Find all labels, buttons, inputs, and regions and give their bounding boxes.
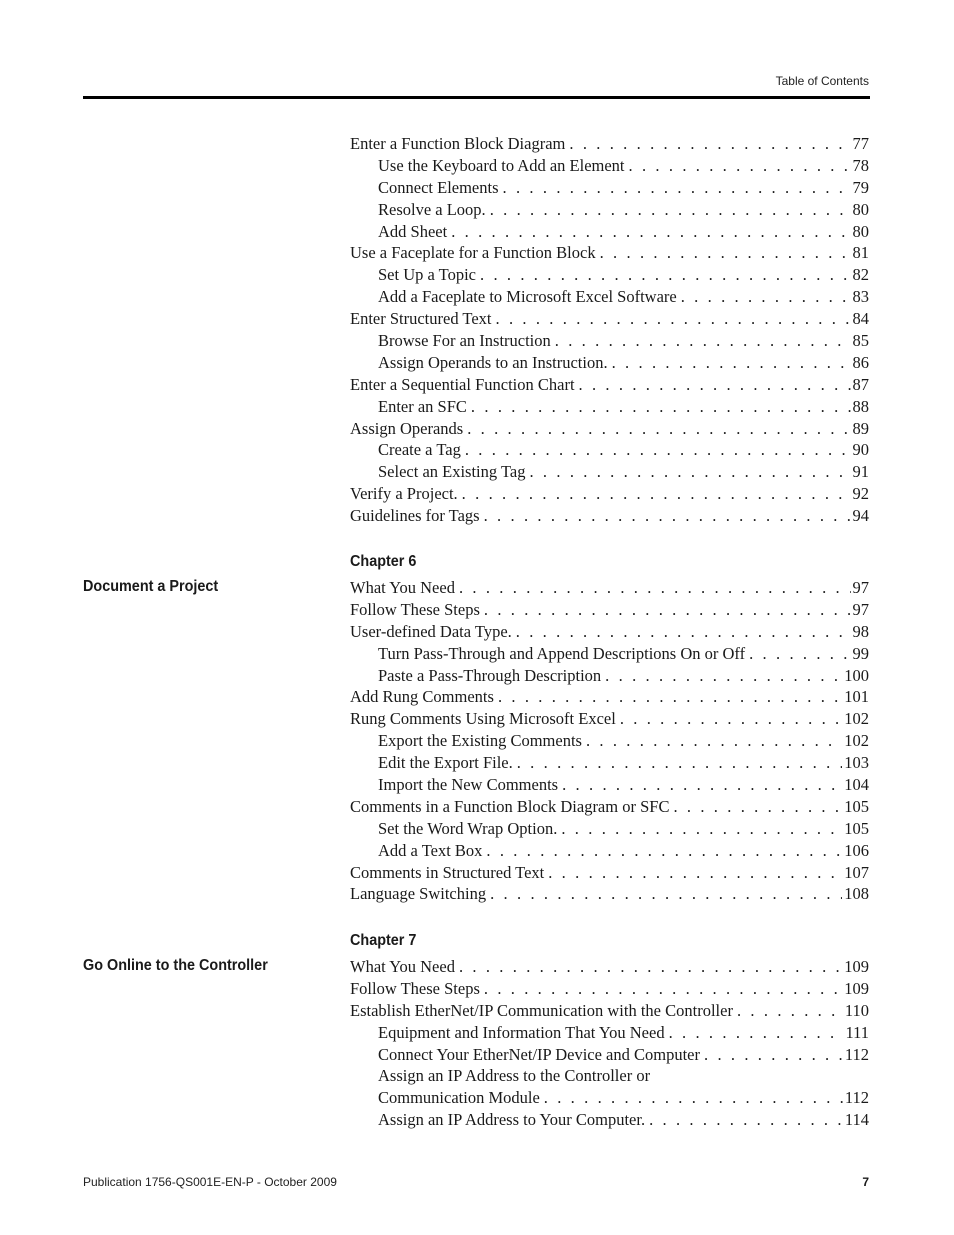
toc-entry[interactable]	[350, 978, 869, 1000]
dot-leader	[480, 264, 851, 286]
dot-leader	[459, 956, 842, 978]
toc-entry[interactable]	[350, 774, 869, 796]
toc-entry-title: Export the Existing Comments	[378, 731, 582, 751]
toc-entry-page: 111	[845, 1022, 869, 1042]
toc-entry[interactable]	[350, 1065, 869, 1087]
toc-entry[interactable]	[350, 330, 869, 352]
dot-leader	[605, 665, 842, 687]
toc-entry-title: Use the Keyboard to Add an Element	[378, 155, 625, 175]
toc-entry[interactable]	[350, 264, 869, 286]
toc-entry-page: 97	[852, 578, 869, 597]
toc-continued-list	[350, 133, 869, 527]
toc-entry[interactable]	[350, 483, 869, 505]
toc-entry-page: 91	[852, 462, 869, 482]
running-header: Table of Contents	[775, 74, 869, 88]
toc-entry[interactable]	[350, 1044, 869, 1066]
toc-entry-title: Add Rung Comments	[350, 687, 494, 707]
toc-entry-title: Paste a Pass-Through Description	[378, 665, 602, 685]
toc-entry-page: 108	[844, 884, 869, 904]
chapter-6-label: Chapter 6	[350, 553, 417, 570]
toc-entry-title: Resolve a Loop.	[378, 199, 486, 219]
toc-entry[interactable]	[350, 221, 869, 243]
toc-entry[interactable]	[350, 177, 869, 199]
dot-leader	[669, 1022, 844, 1044]
toc-entry-title: User-defined Data Type.	[350, 621, 512, 641]
toc-entry[interactable]	[350, 505, 869, 527]
toc-entry[interactable]	[350, 577, 869, 599]
footer-page-number: 7	[862, 1175, 869, 1189]
toc-entry[interactable]	[350, 730, 869, 752]
dot-leader	[467, 418, 850, 440]
toc-entry-title: Create a Tag	[378, 440, 461, 460]
toc-entry-page: 92	[852, 484, 869, 504]
header-rule	[83, 96, 870, 99]
toc-entry[interactable]	[350, 599, 869, 621]
toc-entry-page: 80	[852, 199, 869, 219]
toc-entry-page: 105	[844, 818, 869, 838]
dot-leader	[555, 330, 851, 352]
toc-entry-title: Import the New Comments	[378, 775, 559, 795]
toc-entry-page: 94	[852, 506, 869, 526]
dot-leader	[451, 221, 850, 243]
chapter-7-entries	[350, 956, 869, 1131]
dot-leader	[503, 177, 851, 199]
toc-entry-page: 110	[844, 1000, 869, 1020]
toc-entry-title: Assign Operands	[350, 418, 464, 438]
toc-entry-title: Browse For an Instruction	[378, 331, 551, 351]
toc-entry-page: 78	[852, 155, 869, 175]
toc-entry-page: 107	[844, 862, 869, 882]
toc-entry-page: 89	[852, 418, 869, 438]
toc-entry-title: Comments in Structured Text	[350, 862, 545, 882]
dot-leader	[704, 1044, 843, 1066]
dot-leader	[517, 752, 843, 774]
toc-entry[interactable]	[350, 752, 869, 774]
toc-entry-page: 82	[852, 265, 869, 285]
toc-entry-title: Enter a Sequential Function Chart	[350, 374, 575, 394]
toc-entry-page: 90	[852, 440, 869, 460]
toc-entry-title: Add a Text Box	[378, 840, 483, 860]
toc-entry-title: Connect Your EtherNet/IP Device and Computer	[378, 1044, 700, 1064]
toc-entry-page: 112	[844, 1088, 869, 1108]
toc-entry[interactable]	[350, 439, 869, 461]
toc-entry[interactable]	[350, 242, 869, 264]
dot-leader	[561, 818, 842, 840]
toc-entry-title: Enter a Function Block Diagram	[350, 134, 566, 153]
toc-entry[interactable]	[350, 665, 869, 687]
chapter-6-title: Document a Project	[83, 578, 219, 595]
chapter-7-label: Chapter 7	[350, 932, 417, 949]
dot-leader	[673, 796, 842, 818]
toc-entry-title: Follow These Steps	[350, 599, 480, 619]
toc-entry-page: 101	[844, 687, 869, 707]
toc-entry-title: Assign Operands to an Instruction.	[378, 352, 608, 372]
toc-entry-title: Verify a Project.	[350, 484, 458, 504]
toc-entry-page: 106	[844, 840, 869, 860]
toc-entry[interactable]	[350, 621, 869, 643]
toc-entry-page: 77	[852, 134, 869, 153]
toc-entry[interactable]	[350, 1109, 869, 1131]
toc-entry-title: Enter Structured Text	[350, 309, 492, 329]
toc-entry-page: 104	[844, 775, 869, 795]
toc-entry-page: 98	[852, 621, 869, 641]
toc-entry-page: 79	[852, 177, 869, 197]
toc-entry-page: 103	[844, 753, 869, 773]
toc-entry-page: 109	[844, 978, 869, 998]
toc-entry-page: 105	[844, 796, 869, 816]
toc-entry-page: 114	[844, 1110, 869, 1130]
dot-leader	[486, 840, 842, 862]
dot-leader	[462, 483, 851, 505]
toc-entry[interactable]	[350, 862, 869, 884]
dot-leader	[569, 133, 850, 155]
dot-leader	[459, 577, 851, 599]
dot-leader	[562, 774, 842, 796]
toc-entry-title: What You Need	[350, 957, 455, 976]
dot-leader	[612, 352, 851, 374]
dot-leader	[579, 374, 851, 396]
toc-entry-title: Use a Faceplate for a Function Block	[350, 243, 596, 263]
toc-entry[interactable]	[350, 352, 869, 374]
toc-entry[interactable]	[350, 374, 869, 396]
toc-entry[interactable]	[350, 956, 869, 978]
toc-entry-title: Set the Word Wrap Option.	[378, 818, 558, 838]
toc-entry-page: 99	[852, 643, 869, 663]
toc-entry-page: 112	[844, 1044, 869, 1064]
toc-entry-title: Enter an SFC	[378, 396, 467, 416]
toc-entry-title: Guidelines for Tags	[350, 506, 480, 526]
toc-entry-page: 83	[852, 287, 869, 307]
toc-entry-title: Equipment and Information That You Need	[378, 1022, 665, 1042]
toc-entry[interactable]	[350, 199, 869, 221]
dot-leader	[516, 621, 851, 643]
toc-entry[interactable]	[350, 1022, 869, 1044]
toc-entry[interactable]	[350, 818, 869, 840]
toc-entry-title: Add a Faceplate to Microsoft Excel Software	[378, 287, 677, 307]
toc-entry[interactable]	[350, 1000, 869, 1022]
toc-entry-title: Follow These Steps	[350, 978, 480, 998]
toc-entry-page: 100	[844, 665, 869, 685]
toc-entry[interactable]	[350, 1087, 869, 1109]
toc-entry-title: Select an Existing Tag	[378, 462, 526, 482]
dot-leader	[737, 1000, 843, 1022]
toc-entry-page: 97	[852, 599, 869, 619]
toc-entry-title: Assign an IP Address to the Controller or	[378, 1066, 651, 1086]
toc-entry-title: Language Switching	[350, 884, 487, 904]
toc-entry[interactable]	[350, 461, 869, 483]
toc-entry-page: 102	[844, 709, 869, 729]
dot-leader	[490, 883, 842, 905]
toc-entry-page: 109	[844, 957, 869, 976]
dot-leader	[484, 505, 851, 527]
toc-entry[interactable]	[350, 686, 869, 708]
dot-leader	[471, 396, 851, 418]
toc-entry[interactable]	[350, 796, 869, 818]
toc-entry-page: 87	[852, 374, 869, 394]
dot-leader	[529, 461, 850, 483]
toc-entry-title: Add Sheet	[378, 221, 448, 241]
toc-entry-title: Turn Pass-Through and Append Descriptions On or Off	[378, 643, 746, 663]
chapter-7-title: Go Online to the Controller	[83, 957, 268, 974]
toc-entry-title: Communication Module	[378, 1088, 540, 1108]
toc-entry-page: 88	[852, 396, 869, 416]
toc-entry-page: 102	[844, 731, 869, 751]
toc-entry[interactable]	[350, 308, 869, 330]
dot-leader	[498, 686, 842, 708]
toc-entry[interactable]	[350, 418, 869, 440]
footer-publication: Publication 1756-QS001E-EN-P - October 2009	[83, 1175, 337, 1189]
dot-leader	[681, 286, 851, 308]
dot-leader	[586, 730, 842, 752]
toc-entry[interactable]	[350, 840, 869, 862]
dot-leader	[484, 599, 851, 621]
dot-leader	[484, 978, 842, 1000]
toc-entry-page: 84	[852, 309, 869, 329]
toc-entry-page: 85	[852, 331, 869, 351]
toc-entry-title: Comments in a Function Block Diagram or SFC	[350, 796, 670, 816]
toc-entry[interactable]	[350, 133, 869, 155]
toc-entry[interactable]	[350, 155, 869, 177]
chapter-6-entries	[350, 577, 869, 905]
toc-entry-title: Rung Comments Using Microsoft Excel	[350, 709, 616, 729]
toc-entry-title: Establish EtherNet/IP Communication with the Controller	[350, 1000, 733, 1020]
toc-entry-page: 86	[852, 352, 869, 372]
dot-leader	[548, 862, 842, 884]
toc-entry[interactable]	[350, 708, 869, 730]
toc-entry-title: What You Need	[350, 578, 455, 597]
toc-entry-page: 80	[852, 221, 869, 241]
toc-entry[interactable]	[350, 643, 869, 665]
toc-entry-title: Edit the Export File.	[378, 753, 513, 773]
dot-leader	[649, 1109, 843, 1131]
dot-leader	[465, 439, 851, 461]
toc-entry-title: Connect Elements	[378, 177, 499, 197]
toc-entry-title: Set Up a Topic	[378, 265, 476, 285]
dot-leader	[544, 1087, 843, 1109]
dot-leader	[496, 308, 851, 330]
toc-entry[interactable]	[350, 883, 869, 905]
dot-leader	[600, 242, 851, 264]
dot-leader	[629, 155, 851, 177]
toc-entry[interactable]	[350, 396, 869, 418]
toc-entry-title: Assign an IP Address to Your Computer.	[378, 1110, 646, 1130]
dot-leader	[490, 199, 851, 221]
dot-leader	[620, 708, 842, 730]
dot-leader	[749, 643, 850, 665]
toc-entry-page: 81	[852, 243, 869, 263]
toc-entry[interactable]	[350, 286, 869, 308]
